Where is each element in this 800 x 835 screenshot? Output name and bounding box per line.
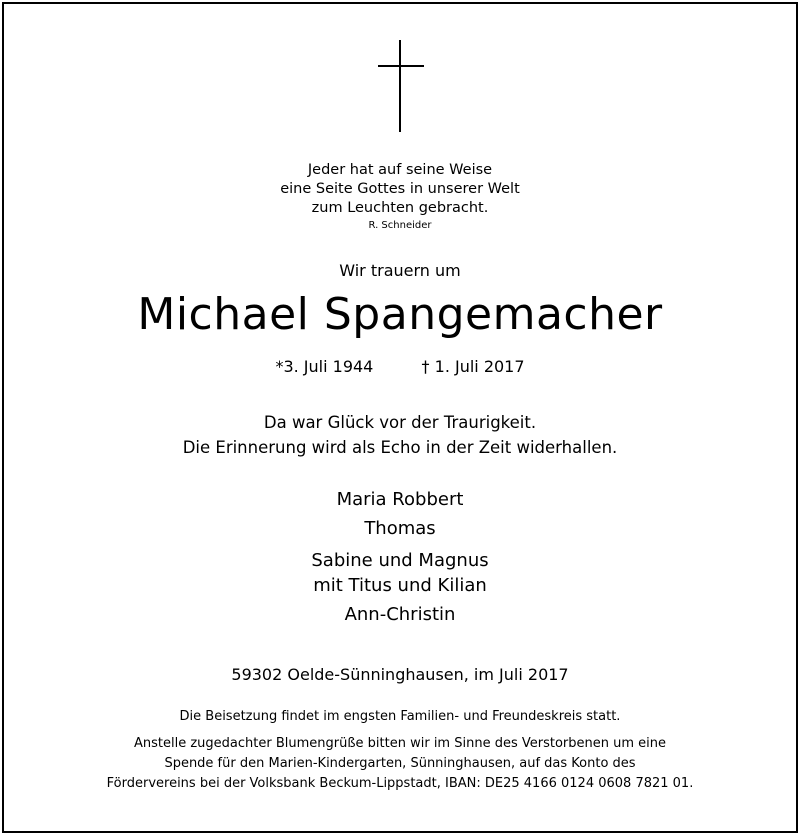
mourner-2: Thomas bbox=[364, 518, 436, 539]
message-line-1: Da war Glück vor der Traurigkeit. bbox=[263, 413, 537, 432]
quote-author: R. Schneider bbox=[368, 220, 432, 231]
cross-icon bbox=[399, 40, 401, 132]
donation-line-1: Anstelle zugedachter Blumengrüße bitten wir im Sinne des Verstorbenen um eine bbox=[134, 736, 666, 751]
message-line-2: Die Erinnerung wird als Echo in der Zeit widerhallen. bbox=[182, 438, 618, 457]
quote-line-3: zum Leuchten gebracht. bbox=[311, 200, 489, 216]
place-date: 59302 Oelde-Sünninghausen, im Juli 2017 bbox=[231, 665, 569, 684]
donation-line-3: Fördervereins bei der Volksbank Beckum-Lippstadt, IBAN: DE25 4166 0124 0608 7821 01. bbox=[106, 776, 694, 791]
funeral-note: Die Beisetzung findet im engsten Familien- und Freundeskreis statt. bbox=[179, 709, 621, 724]
death-date: † 1. Juli 2017 bbox=[421, 357, 525, 376]
quote-line-2: eine Seite Gottes in unserer Welt bbox=[280, 181, 520, 197]
life-dates bbox=[0, 357, 800, 376]
deceased-name: Michael Spangemacher bbox=[137, 289, 663, 340]
donation-line-2: Spende für den Marien-Kindergarten, Sünninghausen, auf das Konto des bbox=[164, 756, 636, 771]
mourner-1: Maria Robbert bbox=[336, 489, 464, 510]
cross-icon-bar bbox=[378, 65, 424, 67]
birth-date: *3. Juli 1944 bbox=[275, 357, 374, 376]
mourner-3-line-2: mit Titus und Kilian bbox=[313, 575, 487, 596]
mourner-4: Ann-Christin bbox=[344, 604, 456, 625]
mourner-3: Sabine und Magnus bbox=[311, 550, 489, 571]
quote-line-1: Jeder hat auf seine Weise bbox=[307, 162, 493, 178]
intro-text: Wir trauern um bbox=[339, 261, 461, 280]
